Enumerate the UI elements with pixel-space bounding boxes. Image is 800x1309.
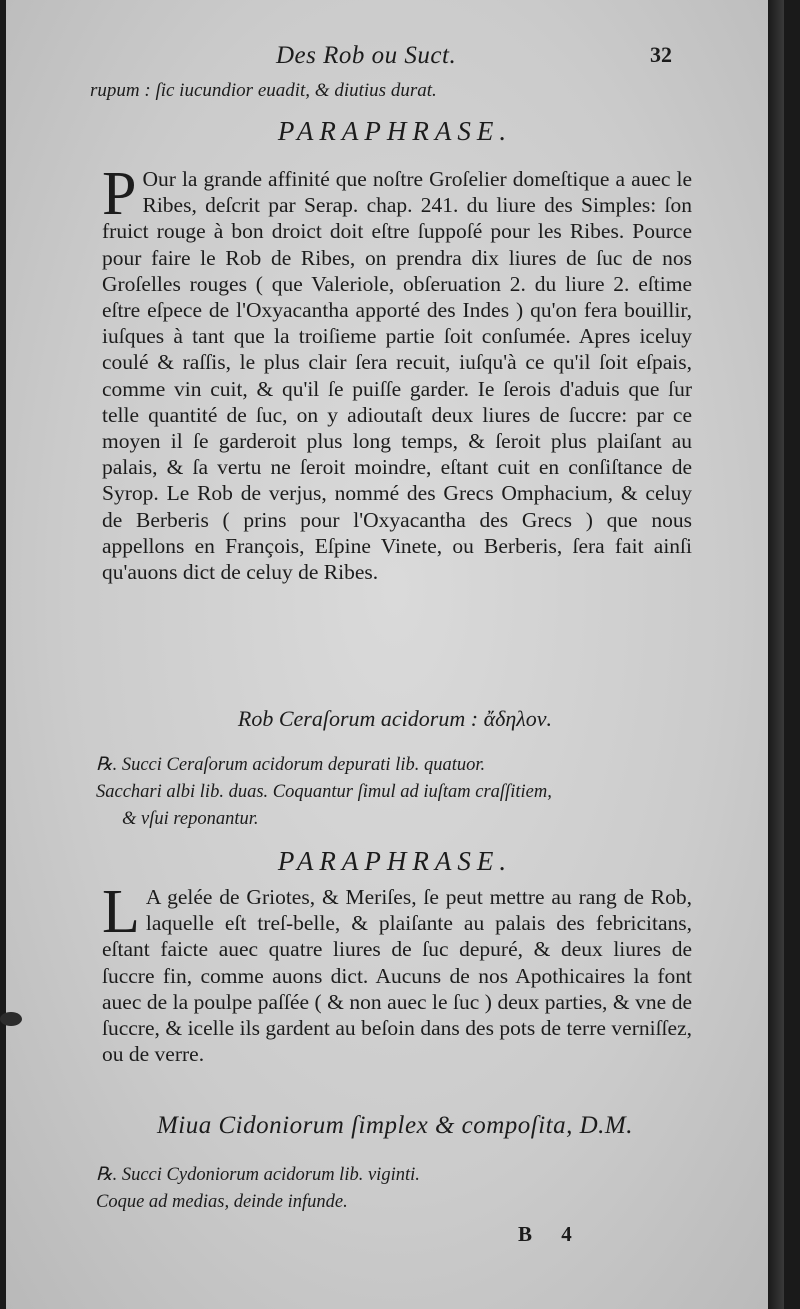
paragraph-paraphrase-2 bbox=[102, 878, 692, 1067]
recipe-line: & vſui reponantur. bbox=[122, 809, 259, 829]
section-heading-paraphrase-2: PARAPHRASE. bbox=[277, 846, 513, 876]
running-head: Des Rob ou Suct. bbox=[276, 42, 457, 69]
section-heading-paraphrase-1: PARAPHRASE. bbox=[277, 116, 513, 146]
paragraph-paraphrase-1 bbox=[102, 160, 692, 585]
page-edge-shadow bbox=[768, 0, 784, 1309]
paragraph-text: A gelée de Griotes, & Meriſes, ſe peut mettre au rang de Rob, laquelle eſt treſ-belle, & plaiſante au palais des febricitans, eſtant faicte auec quatre liures de ſuc depuré, & deux liures de ſuccre fin, comme auons dict. Aucuns de nos Apothicaires la font auec de la poulpe paſſée ( & non auec le ſuc ) deux parties, & vne de ſuccre, & icelle ils gardent au beſoin dans des pots de terre verniſſez, ou de verre. bbox=[102, 885, 692, 1067]
signature-mark: B 4 bbox=[518, 1222, 584, 1246]
recipe-line: ℞. Succi Ceraſorum acidorum depurati lib. quatuor. bbox=[96, 755, 486, 775]
recipe-rob-cerasorum bbox=[96, 752, 696, 833]
paragraph-text: Our la grande affinité que noſtre Groſelier domeſtique a auec le Ribes, deſcrit par Serap. chap. 241. du liure des Simples: ſon fruict rouge à bon droict doit eſtre ſuppoſé pour les Ribes. Pource pour faire le Rob de Ribes, on prendra dix liures de ſuc de nos Groſelles rouges ( que Valeriole, obſeruation 2. du liure 2. eſtime eſtre eſpece de l'Oxyacantha apporté des Indes ) qu'on fera bouillir, iuſques à tant que la troiſieme partie ſoit conſumée. Apres iceluy coulé & raſſis, le plus clair ſera recuit, iuſqu'à ce qu'il ſoit eſpais, comme vin cuit, & qu'il ſe puiſſe garder. Ie ſerois d'aduis que ſur telle quantité de ſuc, on y adioutaſt deux liures de ſuccre: par ce moyen il ſe garderoit plus long temps, & ſeroit plus plaiſant au palais, & ſa vertu ne ſeroit moindre, eſtant cuit en conſiſtance de Syrop. Le Rob de verjus, nommé des Grecs Omphacium, & celuy de Berberis ( prins pour l'Oxyacantha des Grecs ) que nous appellons en François, Eſpine Vinete, ou Berberis, ſera fait ainſi qu'auons dict de celuy de Ribes. bbox=[102, 167, 692, 585]
carry-over-line: rupum : ſic iucundior euadit, & diutius durat. bbox=[90, 80, 437, 101]
drop-cap: P bbox=[102, 160, 137, 228]
recipe-line: ℞. Succi Cydoniorum acidorum lib. viginti. bbox=[96, 1165, 420, 1185]
book-page bbox=[6, 0, 784, 1309]
recipe-line: Coque ad medias, deinde infunde. bbox=[96, 1192, 348, 1212]
recipe-miua-cidoniorum bbox=[96, 1162, 696, 1216]
page-number: 32 bbox=[650, 42, 672, 67]
ink-smudge bbox=[0, 1012, 22, 1026]
recipe-title-rob-cerasorum: Rob Ceraſorum acidorum : ἄδηλον. bbox=[237, 706, 553, 731]
drop-cap: L bbox=[102, 878, 140, 946]
recipe-line: Sacchari albi lib. duas. Coquantur ſimul ad iuſtam craſſitiem, bbox=[96, 782, 552, 802]
recipe-title-miua-cidoniorum: Miua Cidoniorum ſimplex & compoſita, D.M. bbox=[156, 1112, 634, 1139]
page-header bbox=[6, 38, 784, 78]
